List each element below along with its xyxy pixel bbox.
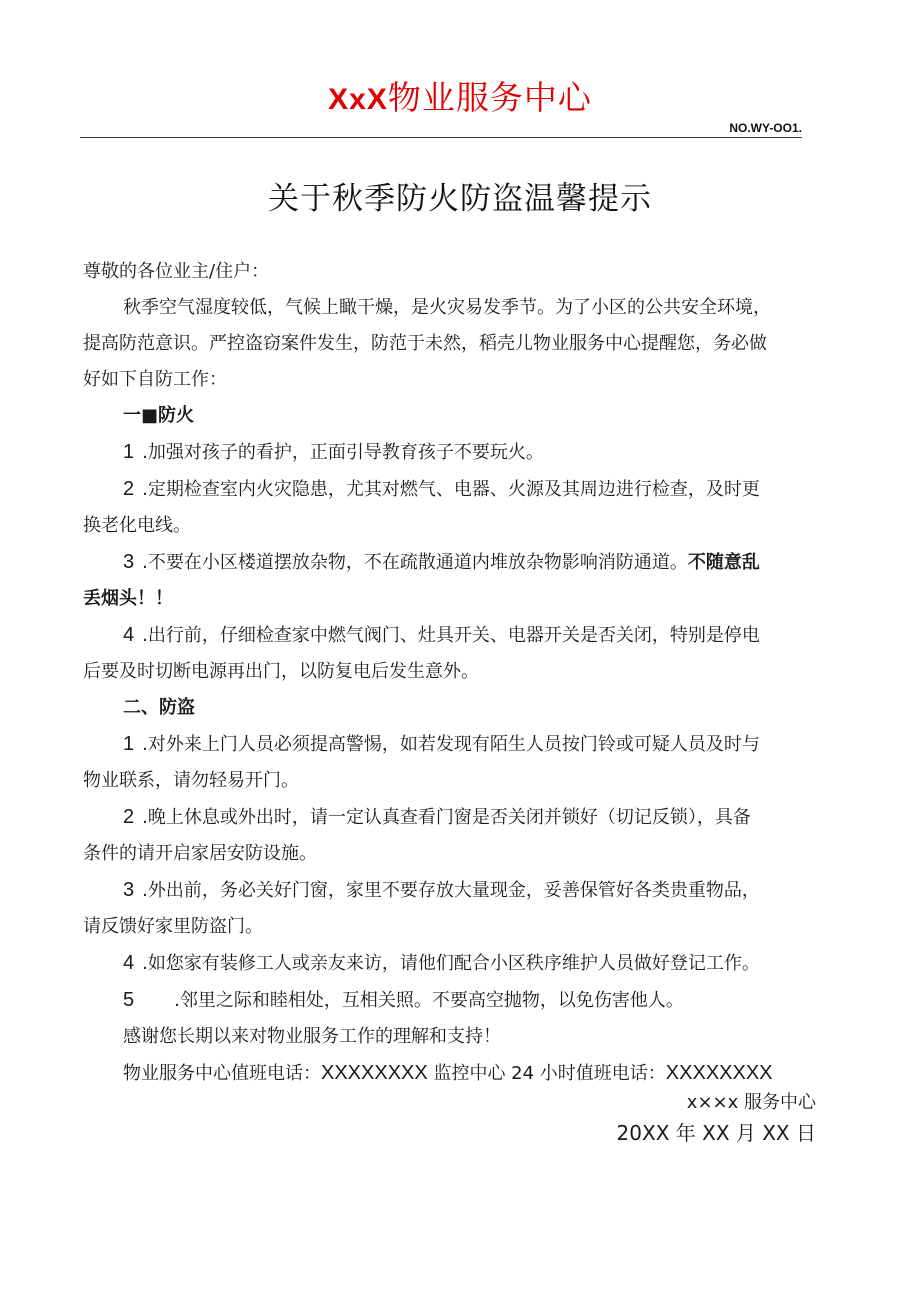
theft-item-1-number: 1 [123,733,135,755]
theft-item-1-continued: 物业联系，请勿轻易开门。 [83,770,299,791]
fire-item-3-emphasis: 不随意乱 [687,552,760,573]
signature-organization: x××x 服务中心 [686,1092,816,1113]
fire-item-3-emphasis-continued: 丢烟头！！ [83,588,173,609]
theft-item-4-number: 4 [123,952,135,974]
fire-item-4-continued: 后要及时切断电源再出门，以防复电后发生意外。 [83,661,479,682]
header-title-text: 物业服务中心 [387,78,592,117]
theft-item-4 [83,945,848,982]
theft-item-5 [83,982,848,1019]
intro-line-2: 提高防范意识。严控盗窃案件发生，防范于未然，稻壳儿物业服务中心提醒您，务必做 [83,333,767,354]
fire-item-3-number: 3 [123,551,135,573]
thanks-line: 感谢您长期以来对物业服务工作的理解和支持！ [123,1026,501,1047]
monitor-phone-label: 监控中心 24 小时值班电话： [427,1063,666,1084]
fire-item-3 [83,544,848,581]
theft-item-5-text: .邻里之际和睦相处，互相关照。不要高空抛物，以免伤害他人。 [174,990,684,1011]
theft-item-2-text: .晚上休息或外出时，请一定认真查看门窗是否关闭并锁好（切记反锁），具备 [142,807,751,828]
theft-item-4-text: .如您家有装修工人或亲友来访，请他们配合小区秩序维护人员做好登记工作。 [142,953,760,974]
document-title: 关于秋季防火防盗温馨提示 [268,181,652,217]
intro-line-3: 好如下自防工作： [83,369,227,390]
header-brand: XxX [328,83,388,116]
theft-item-5-number: 5 [123,989,135,1011]
theft-item-3-continued: 请反馈好家里防盗门。 [83,916,263,937]
section-heading-fire: 一■防火 [123,405,195,426]
fire-item-2 [83,471,848,508]
document-number: NO.WY-OO1. [729,121,802,135]
theft-item-3-number: 3 [123,879,135,901]
header-title [0,72,920,119]
fire-item-2-text: .定期检查室内火灾隐患，尤其对燃气、电器、火源及其周边进行检查，及时更 [142,479,760,500]
document-body [83,254,848,1092]
duty-phone-number: XXXXXXXX [321,1062,428,1084]
intro-line-1: 秋季空气湿度较低，气候上瞰干燥，是火灾易发季节。为了小区的公共安全环境， [123,297,771,318]
signature-block [617,1088,816,1148]
theft-item-3 [83,872,848,909]
fire-item-4-text: .出行前，仔细检查家中燃气阀门、灶具开关、电器开关是否关闭，特别是停电 [142,625,760,646]
signature-date: 20XX 年 XX 月 XX 日 [616,1121,816,1145]
fire-item-1-number: 1 [123,441,135,463]
section-heading-theft: 二、防盗 [123,697,195,718]
fire-item-2-continued: 换老化电线。 [83,515,191,536]
theft-item-2-number: 2 [123,806,135,828]
fire-item-1 [83,434,848,471]
duty-phone-label: 物业服务中心值班电话： [123,1063,321,1084]
header-divider [80,137,802,138]
theft-item-1 [83,726,848,763]
theft-item-2 [83,799,848,836]
monitor-phone-number: XXXXXXXX [665,1062,773,1084]
theft-item-2-continued: 条件的请开启家居安防设施。 [83,843,317,864]
fire-item-3-text: .不要在小区楼道摆放杂物，不在疏散通道内堆放杂物影响消防通道。 [142,552,688,573]
fire-item-4-number: 4 [123,624,135,646]
fire-item-4 [83,617,848,654]
fire-item-2-number: 2 [123,478,135,500]
fire-item-1-text: .加强对孩子的看护，正面引导教育孩子不要玩火。 [142,442,544,463]
theft-item-1-text: .对外来上门人员必须提高警惕，如若发现有陌生人员按门铃或可疑人员及时与 [142,734,760,755]
greeting: 尊敬的各位业主/住户： [83,261,270,282]
contact-line [83,1055,848,1092]
theft-item-3-text: .外出前，务必关好门窗，家里不要存放大量现金，妥善保管好各类贵重物品， [142,880,760,901]
